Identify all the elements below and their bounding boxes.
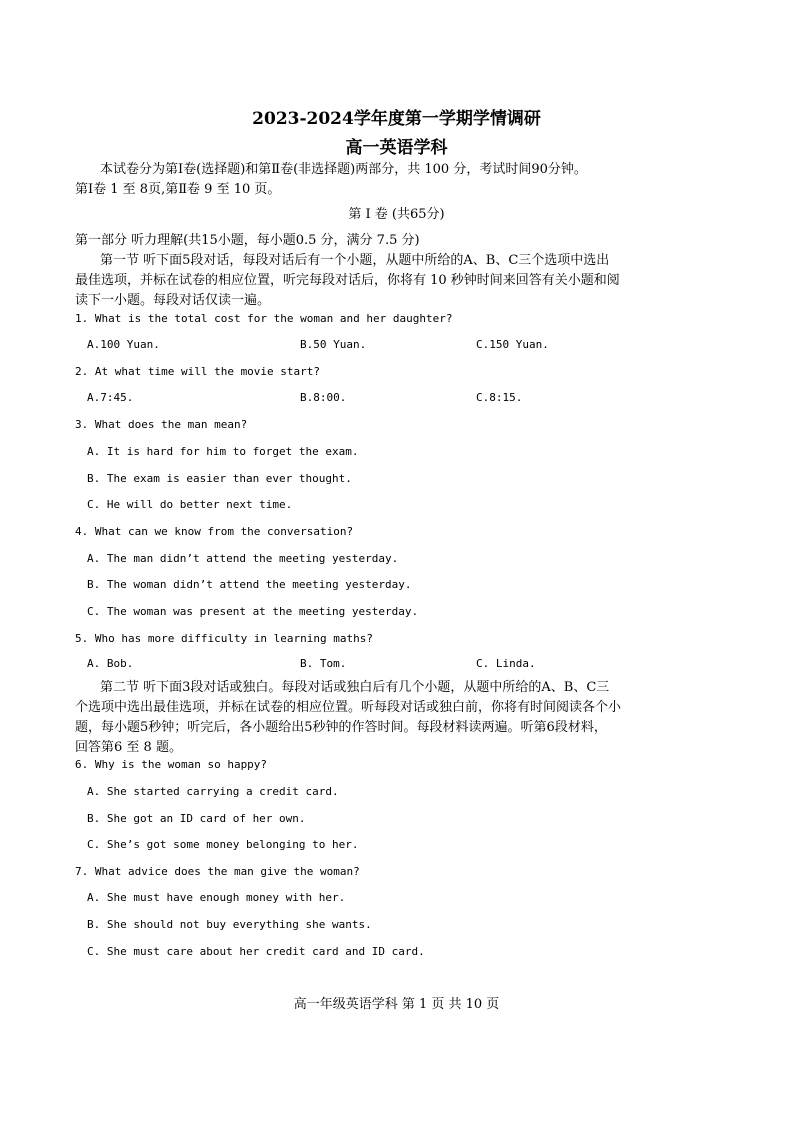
question-3-option-a: A. It is hard for him to forget the exam. xyxy=(87,445,359,458)
question-4-stem: 4. What can we know from the conversation? xyxy=(75,525,354,538)
question-5-option-c: C. Linda. xyxy=(476,657,536,670)
question-4-option-c: C. The woman was present at the meeting yesterday. xyxy=(87,605,419,618)
question-1-stem: 1. What is the total cost for the woman and her daughter? xyxy=(75,312,453,325)
section2-line-3: 题，每小题5秒钟；听完后，各小题给出5秒钟的作答时间。每段材料读两遍。听第6段材料， xyxy=(75,720,607,735)
question-2-option-c: C.8:15. xyxy=(476,391,523,404)
question-6-option-a: A. She started carrying a credit card. xyxy=(87,785,339,798)
question-5-option-b: B. Tom. xyxy=(300,657,347,670)
question-1-option-a: A.100 Yuan. xyxy=(87,338,160,351)
section1-line-1: 第一节 听下面5段对话，每段对话后有一个小题，从题中所给的A、B、C三个选项中选出 xyxy=(100,253,610,268)
question-6-option-b: B. She got an ID card of her own. xyxy=(87,812,306,825)
question-6-option-c: C. She’s got some money belonging to her. xyxy=(87,838,359,851)
section1-line-3: 读下一小题。每段对话仅读一遍。 xyxy=(75,293,271,308)
question-2-stem: 2. At what time will the movie start? xyxy=(75,365,321,378)
question-7-option-c: C. She must care about her credit card and ID card. xyxy=(87,945,425,958)
question-5-stem: 5. Who has more difficulty in learning maths? xyxy=(75,632,374,645)
question-1-option-c: C.150 Yuan. xyxy=(476,338,549,351)
intro-line-1: 本试卷分为第Ⅰ卷(选择题)和第Ⅱ卷(非选择题)两部分，共 100 分，考试时间90分钟。 xyxy=(100,162,587,177)
section2-line-1: 第二节 听下面3段对话或独白。每段对话或独白后有几个小题，从题中所给的A、B、C三 xyxy=(100,680,610,695)
question-2-option-b: B.8:00. xyxy=(300,391,347,404)
question-5-option-a: A. Bob. xyxy=(87,657,134,670)
exam-title: 2023-2024学年度第一学期学情调研 xyxy=(252,109,541,129)
question-3-stem: 3. What does the man mean? xyxy=(75,418,248,431)
question-7-option-a: A. She must have enough money with her. xyxy=(87,891,346,904)
question-7-option-b: B. She should not buy everything she wants. xyxy=(87,918,372,931)
intro-line-2: 第Ⅰ卷 1 至 8页,第Ⅱ卷 9 至 10 页。 xyxy=(75,182,281,197)
question-6-stem: 6. Why is the woman so happy? xyxy=(75,758,268,771)
question-4-option-b: B. The woman didn’t attend the meeting yesterday. xyxy=(87,578,412,591)
question-3-option-c: C. He will do better next time. xyxy=(87,498,293,511)
exam-subtitle: 高一英语学科 xyxy=(345,138,448,158)
question-3-option-b: B. The exam is easier than ever thought. xyxy=(87,472,352,485)
part1-heading: 第一部分 听力理解(共15小题，每小题0.5 分，满分 7.5 分) xyxy=(75,233,420,248)
section2-line-2: 个选项中选出最佳选项，并标在试卷的相应位置。听每段对话或独白前，你将有时间阅读各个小 xyxy=(75,700,622,715)
section1-line-2: 最佳选项，并标在试卷的相应位置，听完每段对话后，你将有 10 秒钟时间来回答有关小题和阅 xyxy=(75,273,620,288)
question-7-stem: 7. What advice does the man give the woman? xyxy=(75,865,360,878)
page-footer: 高一年级英语学科 第 1 页 共 10 页 xyxy=(293,997,500,1012)
question-2-option-a: A.7:45. xyxy=(87,391,134,404)
question-1-option-b: B.50 Yuan. xyxy=(300,338,367,351)
volume-heading: 第 Ⅰ 卷 (共65分) xyxy=(348,207,445,222)
question-4-option-a: A. The man didn’t attend the meeting yesterday. xyxy=(87,552,399,565)
section2-line-4: 回答第6 至 8 题。 xyxy=(75,740,182,755)
